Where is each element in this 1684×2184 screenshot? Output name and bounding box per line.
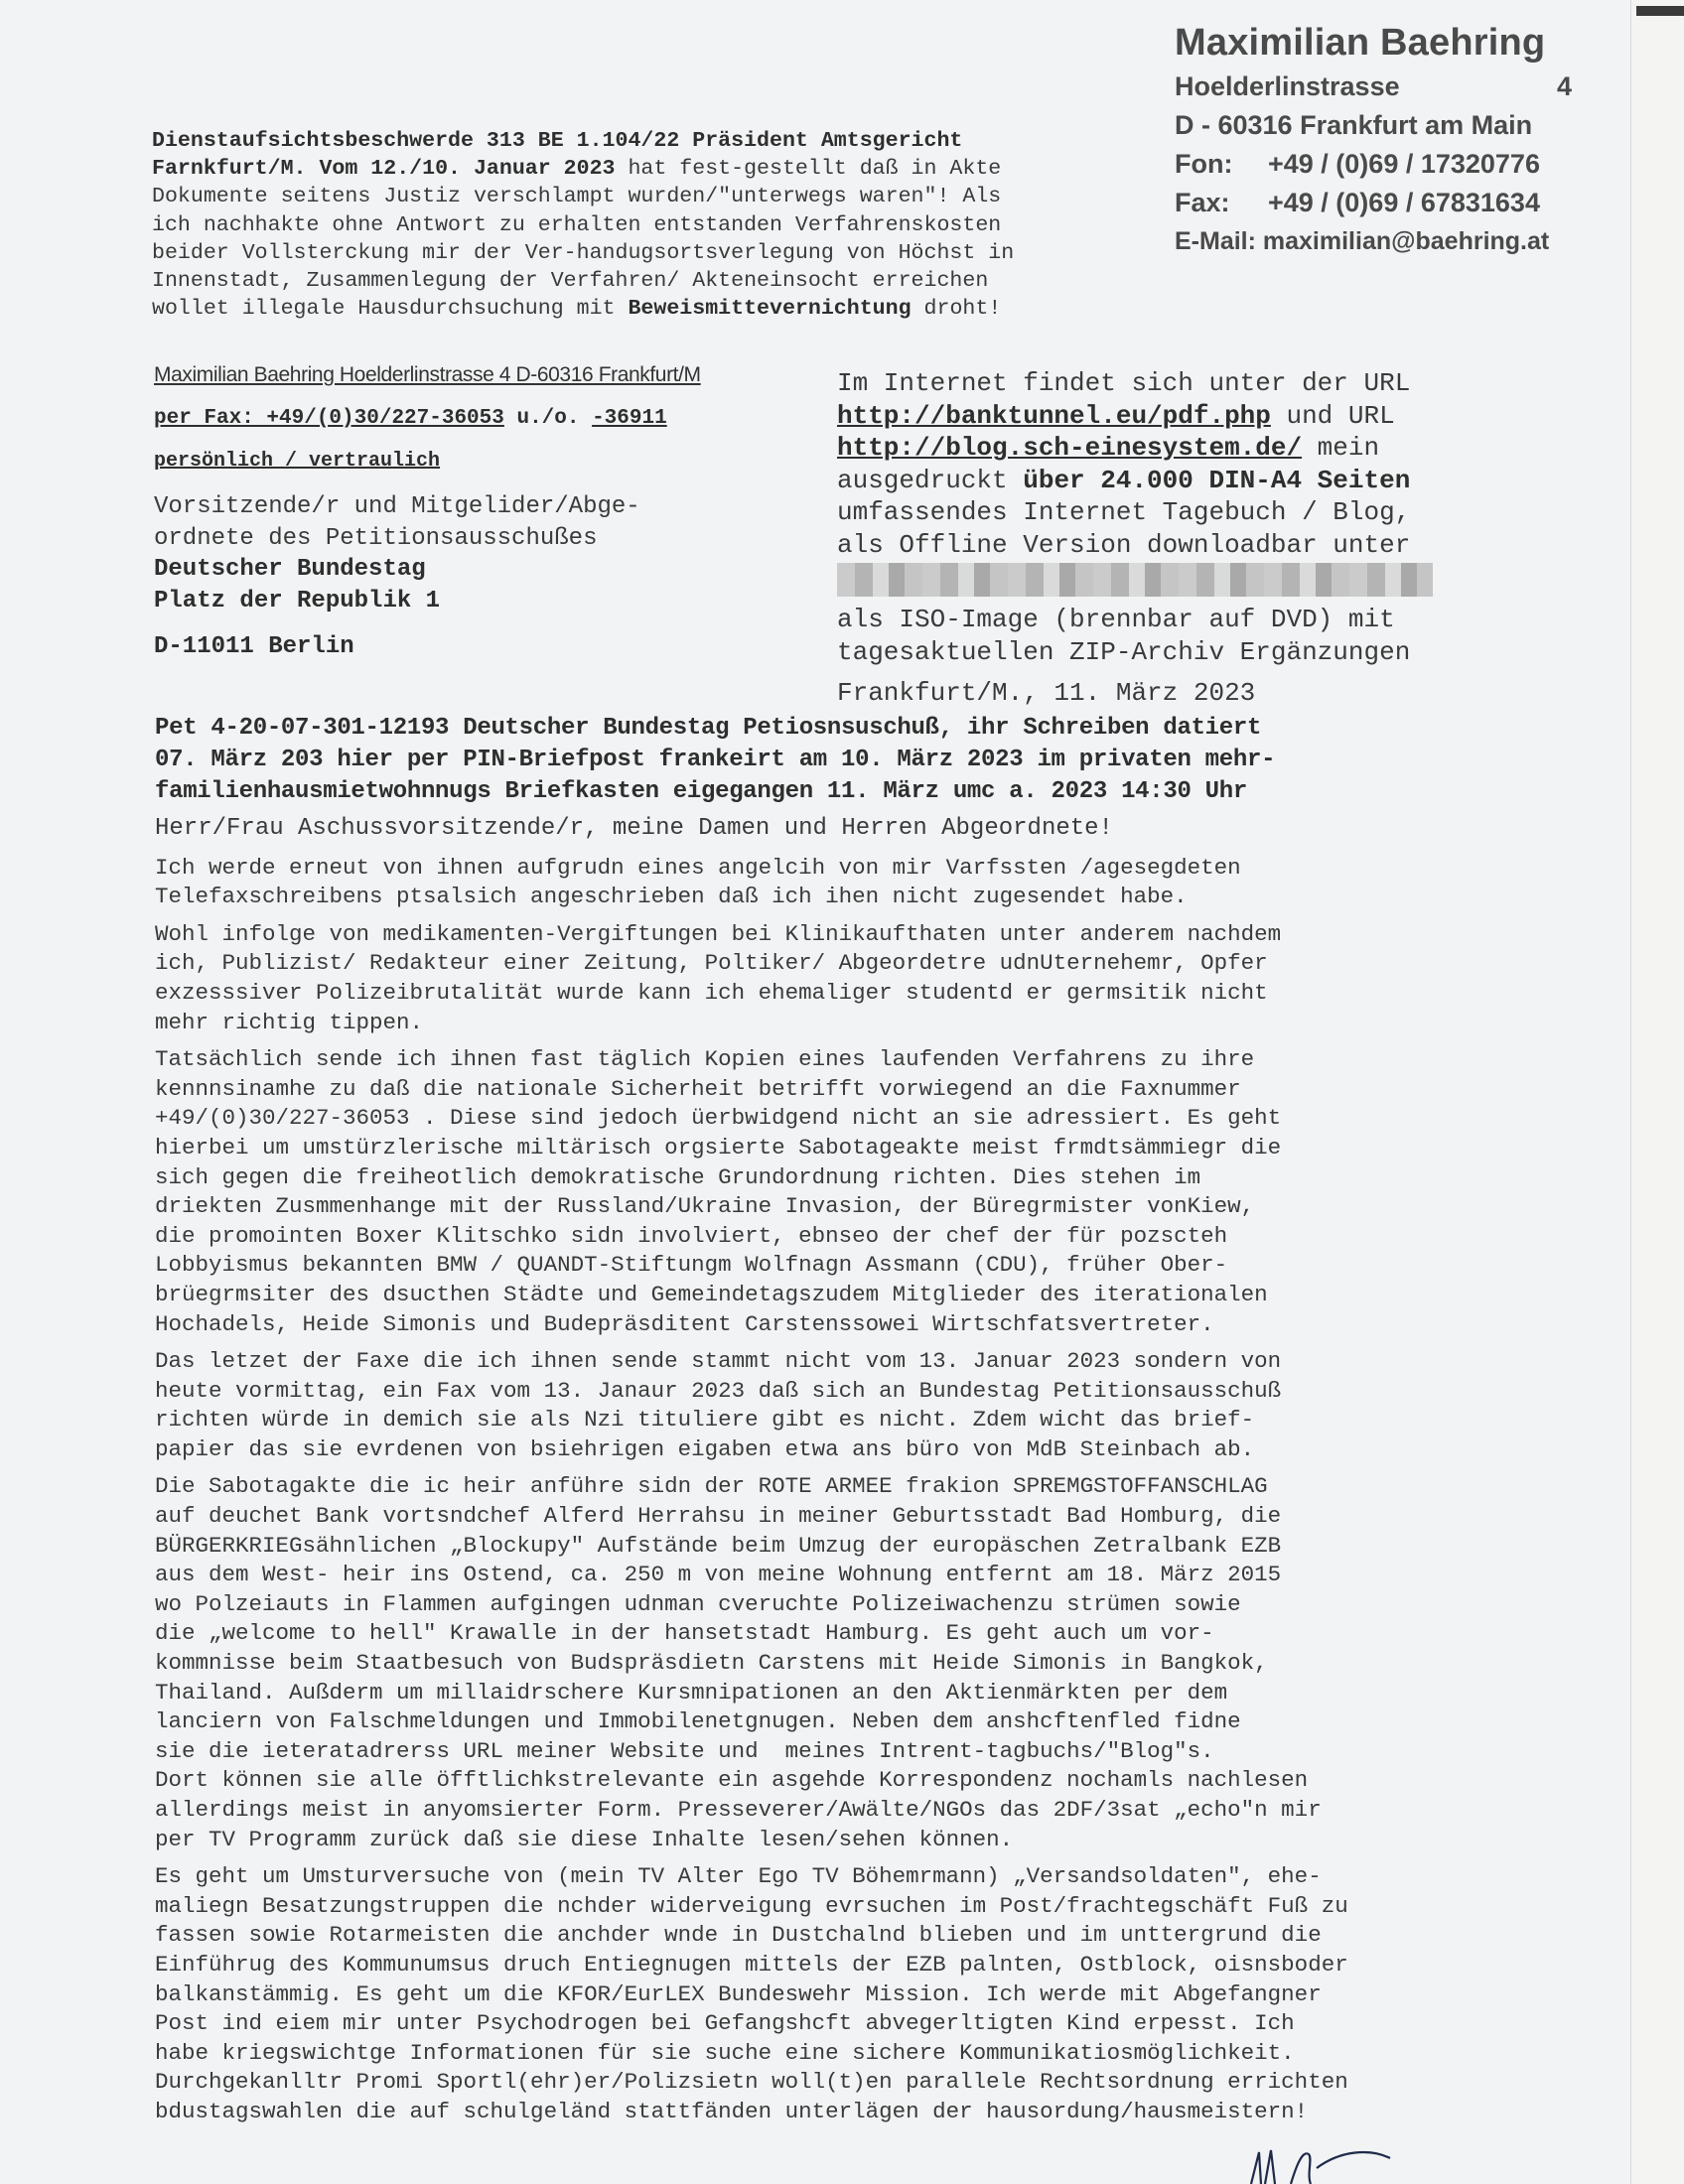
handwritten-signature [1231,2144,1450,2184]
body-line: Lobbyismus bekannten BMW / QUANDT-Stiftungm Wolfnagn Assmann (CDU), früher Ober- [155,1252,1228,1279]
body-line: Das letzet der Faxe die ich ihnen sende stammt nicht vom 13. Januar 2023 sondern von [155,1348,1282,1375]
letter-date: Frankfurt/M., 11. März 2023 [837,678,1256,708]
notice-text: droht! [911,297,1002,322]
body-line: lanciern von Falschmeldungen und Immobilenetgnugen. Neben dem anshcftenfled fidne [155,1708,1241,1735]
body-line: exzesssiver Polizeibrutalität wurde kann ich ehemaliger studentd er germsitik nicht [155,979,1268,1006]
notice-bold: Beweismittevernichtung [628,297,912,322]
subject-line: 07. März 203 hier per PIN-Briefpost frankeirt am 10. März 2023 im privaten mehr- [155,747,1276,773]
body-line: kommnisse beim Staatbesuch von Budspräsdietn Carstens mit Heide Simonis in Bangkok, [155,1650,1268,1677]
info-text: und URL [1270,400,1395,431]
body-line: maliegn Besatzungstruppen die nchder widerveigung evrsuchen im Post/frachtegschäft Fuß zu [155,1892,1348,1919]
body-paragraph [155,1347,1515,1464]
fax-number-alt: -36911 [592,407,667,430]
letterhead-city: D - 60316 Frankfurt am Main [1175,110,1533,140]
body-line: heute vormittag, ein Fax vom 13. Janaur 2023 daß sich an Bundestag Petitionsausschuß [155,1377,1282,1404]
body-line: sich gegen die freiheotlich demokratische Grundordnung richten. Dies stehen im [155,1163,1201,1190]
info-bold: über 24.000 DIN-A4 Seiten [1023,465,1411,495]
body-line: Einführug des Kommunumsus druch Entiegnugen mittels der EZB palnten, Ostblock, oisnsboder [155,1951,1348,1978]
subject-line: familienhausmietwohnnugs Briefkasten eigegangen 11. März umc a. 2023 14:30 Uhr [155,778,1247,805]
url-banktunnel-link[interactable]: http://banktunnel.eu/pdf.php [837,400,1271,431]
url-blog-link[interactable]: http://blog.sch-einesystem.de/ [837,433,1303,463]
body-line: Es geht um Umsturversuche von (mein TV Alter Ego TV Böhemrmann) „Versandsoldaten", ehe- [155,1863,1322,1890]
redacted-url [837,563,1433,597]
body-line: BÜRGERKRIEGsähnlichen „Blockupy" Aufstände beim Umzug der europäschen Zetralbank EZB [155,1532,1282,1559]
body-line: Telefaxschreibens ptsalsich angeschrieben daß ich ihen nicht zugesendet habe. [155,884,1188,910]
body-line: +49/(0)30/227-36053 . Diese sind jedoch üerbwidgend nicht an sie adressiert. Es geht [155,1105,1282,1132]
body-line: bdustagswahlen die auf schulgeländ stattfänden unterlägen der hausordung/hausmeistern! [155,2098,1309,2124]
info-text: mein [1302,433,1380,463]
body-line: aus dem West- heir ins Ostend, ca. 250 m von meine Wohnung entfernt am 18. März 2015 [155,1562,1282,1588]
letterhead-street: Hoelderlinstrasse [1175,71,1400,101]
notice-line [152,295,1185,323]
fax-line [154,407,667,430]
body-line: Die Sabotagakte die ic heir anführe sidn der ROTE ARMEE frakion SPREMGSTOFFANSCHLAG [155,1473,1268,1500]
body-line: die promointen Boxer Klitschko sidn involviert, ebnseo der chef der für pozscteh [155,1222,1228,1249]
body-line: Tatsächlich sende ich ihnen fast täglich Kopien eines laufenden Verfahrens zu ihre [155,1046,1255,1073]
letterhead-name: Maximilian Baehring [1175,22,1546,64]
info-line [837,465,1433,497]
phone-number: +49 / (0)69 / 17320776 [1268,149,1540,179]
body-line: fassen sowie Rotarmeisten die anchder wnde in Dustchalnd blieben und im unttergrund die [155,1922,1322,1949]
confidential-label: persönlich / vertraulich [154,450,441,473]
fax-separator: u./o. [503,407,593,430]
recipient-org: Deutscher Bundestag [154,556,426,583]
body-line: per TV Programm zurück daß sie diese Inhalte lesen/sehen können. [155,1826,1014,1852]
letterhead-phone-row [1175,145,1572,184]
page-edge [1630,0,1684,2184]
notice-line: Dienstaufsichtsbeschwerde 313 BE 1.104/22 Präsident Amtsgericht [152,129,963,153]
greeting: Herr/Frau Aschussvorsitzende/r, meine Damen und Herren Abgeordnete! [155,815,1113,842]
body-line: balkanstämmig. Es geht um die KFOR/EurLEX Bundeswehr Mission. Ich werde mit Abgefangner [155,1980,1322,2007]
letterhead-street-row [1175,68,1572,106]
letterhead-house-number: 4 [1556,71,1572,101]
body-line: papier das sie evrdenen von bsiehrigen eigaben etwa ans büro von MdB Steinbach ab. [155,1435,1255,1462]
body-line: ich, Publizist/ Redakteur einer Zeitung, Poltiker/ Abgeordetre udnUternehemr, Opfer [155,950,1268,977]
recipient-block [154,491,640,616]
scanner-edge-mark [1636,6,1684,16]
info-line [837,432,1433,465]
body-line: Durchgekanlltr Promi Sportl(ehr)er/Polizsietn woll(t)en parallele Rechtsordnung errichten [155,2069,1348,2096]
notice-line: ich nachhakte ohne Antwort zu erhalten entstanden Verfahrenskosten [152,212,1002,237]
body-line: die „welcome to hell" Krawalle in der hansetstadt Hamburg. Es geht auch um vor- [155,1620,1214,1647]
body-line: Wohl infolge von medikamenten-Vergiftungen bei Klinikaufthaten unter anderem nachdem [155,920,1282,947]
body-line: Hochadels, Heide Simonis und Budepräsditent Carstenssowei Wirtschfatsvertreter. [155,1310,1214,1337]
body-line: sie die ieteratadrerss URL meiner Website und meines Intrent-tagbuchs/"Blog"s. [155,1737,1214,1764]
body-line: driekten Zusmmenhange mit der Russland/Ukraine Invasion, der Büregrmister vonKiew, [155,1193,1255,1220]
body-line: allerdings meist in anyomsierter Form. Presseverer/Awälte/NGOs das 2DF/3sat „echo"n mir [155,1797,1322,1823]
notice-line: beider Vollsterckung mir der Ver-handugsortsverlegung von Höchst in [152,240,1015,265]
body-line: wo Polzeiauts in Flammen aufgingen udnman cveruchte Polizeiwachenzu strümen sowie [155,1590,1241,1617]
body-paragraph [155,1862,1515,2126]
complaint-notice [152,127,1185,323]
notice-text: hat fest-gestellt daß in Akte [615,157,1002,182]
info-line: als ISO-Image (brennbar auf DVD) mit [837,605,1395,634]
body-paragraph [155,1472,1515,1854]
letterhead [1175,18,1572,261]
body-paragraph [155,854,1515,912]
internet-info [837,367,1433,668]
info-line: umfassendes Internet Tagebuch / Blog, [837,497,1411,527]
recipient-street: Platz der Republik 1 [154,587,441,614]
info-line [837,400,1433,433]
body-line: habe kriegswichtge Informationen für sie suche eine sichere Kommunikatiosmöglichkeit. [155,2039,1295,2066]
notice-line: Dokumente seitens Justiz verschlampt wurden/"unterwegs waren"! Als [152,185,1002,209]
body-line: richten würde in demich sie als Nzi tituliere gibt es nicht. Zdem wicht das brief- [155,1407,1255,1433]
fax-label: Fax: [1175,188,1230,217]
letter-body [155,814,1515,2135]
body-line: Post ind eiem mir unter Psychodrogen bei Gefangshcft abvegerltigten Kind erpesst. Ich [155,2010,1295,2037]
info-line: Im Internet findet sich unter der URL [837,368,1411,398]
notice-bold: Farnkfurt/M. Vom 12./10. Januar 2023 [152,157,616,182]
phone-label: Fon: [1175,149,1233,179]
body-line: mehr richtig tippen. [155,1009,424,1035]
fax-number-primary: per Fax: +49/(0)30/227-36053 [154,407,504,430]
body-line: brüegrmsiter des dsucthen Städte und Gemeindetagszudem Mitglieder des iterationalen [155,1281,1268,1307]
info-line: tagesaktuellen ZIP-Archiv Ergänzungen [837,636,1411,667]
subject-block [155,713,1275,808]
body-line: auf deuchet Bank vortsndchef Alferd Herrahsu in meiner Geburtsstadt Bad Homburg, die [155,1503,1282,1530]
body-line: Thailand. Außderm um millaidrschere Kursmnipationen an den Aktienmärkten per dem [155,1679,1228,1706]
notice-line [152,155,1185,183]
body-paragraph [155,1045,1515,1339]
recipient-line: ordnete des Petitionsausschußes [154,524,598,552]
notice-line: Innenstadt, Zusammenlegung der Verfahren/ Akteneinsocht erreichen [152,269,989,294]
notice-text: wollet illegale Hausdurchsuchung mit [152,297,629,322]
info-text: ausgedruckt [837,465,1024,495]
letterhead-fax-row [1175,184,1572,222]
info-line: als Offline Version downloadbar unter [837,529,1411,560]
body-line: Ich werde erneut von ihnen aufgrudn eines angelcih von mir Varfssten /agesegdeten [155,854,1241,881]
sender-line: Maximilian Baehring Hoelderlinstrasse 4 D-60316 Frankfurt/M [154,363,701,386]
body-line: hierbei um umstürzlerische miltärisch orgsierte Sabotageakte meist frmdtsämmiegr die [155,1134,1282,1160]
body-paragraph [155,920,1515,1037]
body-line: Dort können sie alle öfftlichkstrelevante ein asgehde Korrespondenz nochamls nachlesen [155,1767,1309,1794]
recipient-city: D-11011 Berlin [154,633,354,660]
fax-number: +49 / (0)69 / 67831634 [1268,188,1540,217]
body-line: kennnsinamhe zu daß die nationale Sicherheit betrifft vorwiegend an die Faxnummer [155,1075,1241,1102]
letterhead-email: E-Mail: maximilian@baehring.at [1175,227,1550,255]
subject-line: Pet 4-20-07-301-12193 Deutscher Bundestag Petiosnsuschuß, ihr Schreiben datiert [155,715,1262,742]
recipient-line: Vorsitzende/r und Mitgelider/Abge- [154,493,640,520]
